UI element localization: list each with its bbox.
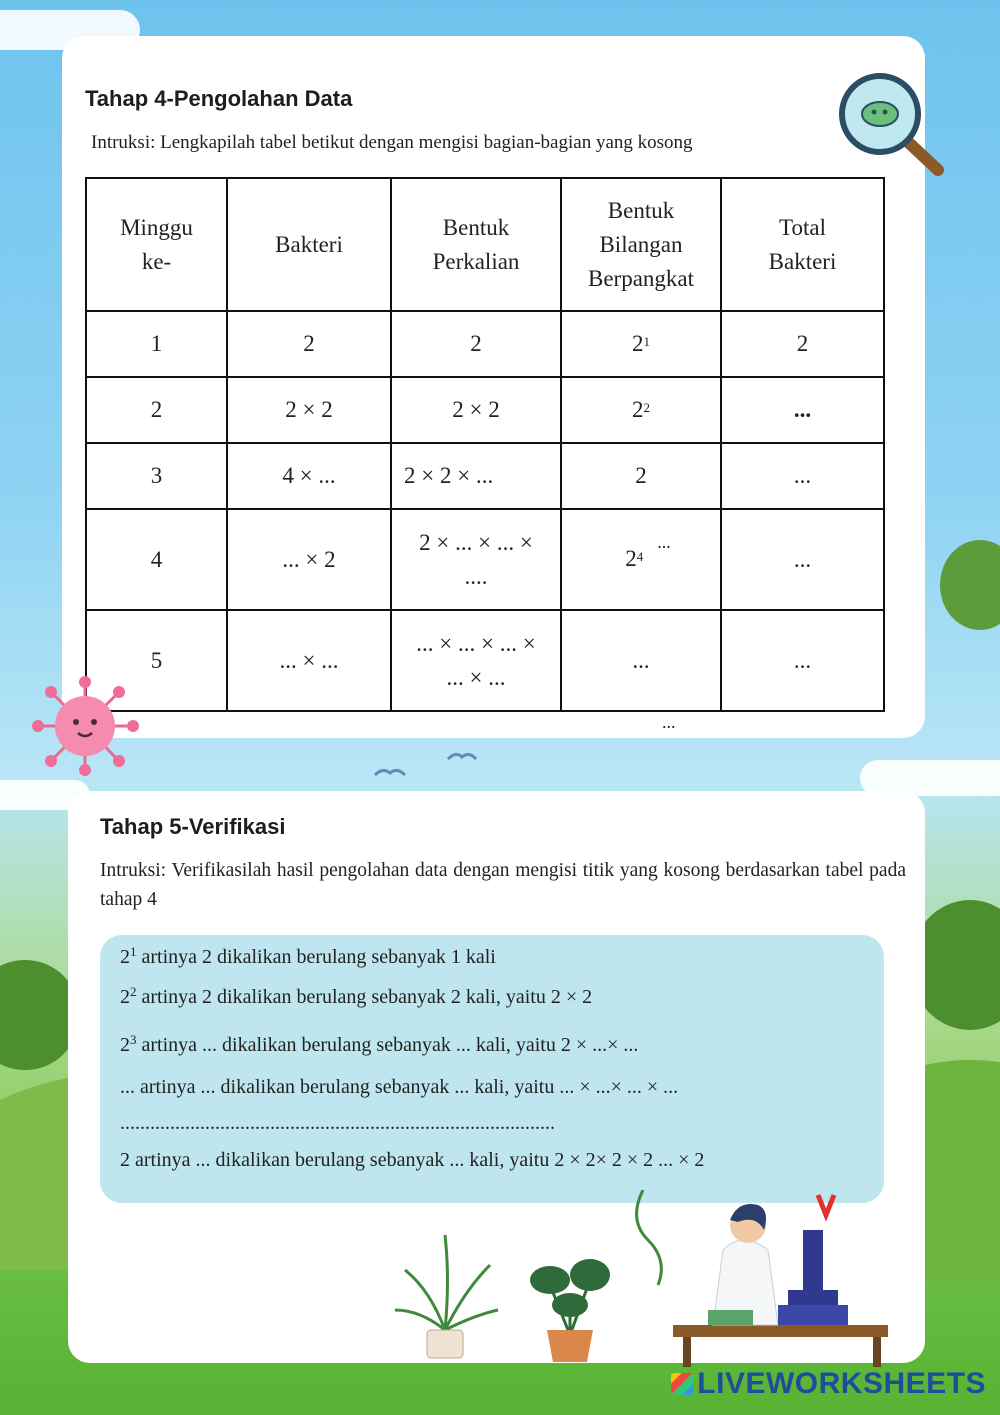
magnifier-bacteria-icon [838,72,948,182]
data-table [85,177,885,712]
power-base: ... [632,647,650,673]
line-text: ....................................................................................... [120,1112,555,1134]
cell-multiplication: 2 × 2 × ... [391,443,561,509]
header-total: Total Bakteri [721,178,884,311]
cell-power [561,443,721,509]
header-bacteria: Bakteri [227,178,391,311]
verification-line [120,1034,638,1057]
power-exponent: 4 [636,549,644,564]
header-multiplication: Bentuk Perkalian [391,178,561,311]
brand-text: LIVEWORKSHEETS [697,1367,986,1400]
verification-line [120,1149,704,1172]
section5-instruction: Intruksi: Verifikasilah hasil pengolahan data dengan mengisi titik yang kosong berdasarkan tabel pada tahap 4 [100,860,906,910]
cell-week: 5 [86,610,227,711]
verification-line [120,1112,555,1135]
cell-total: ... [721,377,884,443]
cell-power [561,377,721,443]
cell-week: 3 [86,443,227,509]
cell-bacteria: ... × 2 [227,509,391,610]
section4-instruction: Intruksi: Lengkapilah tabel betikut dengan mengisi bagian-bagian yang kosong [91,132,693,153]
verification-line [120,1076,678,1099]
section4-heading: Tahap 4-Pengolahan Data [85,86,353,111]
line-text: artinya ... dikalikan berulang sebanyak ... kali, yaitu 2 × 2× 2 × 2 ... × 2 [130,1149,705,1171]
cell-multiplication: 2 × 2 [391,377,561,443]
cell-power [561,610,721,711]
power-note: ... [657,532,671,552]
cell-total: 2 [721,311,884,377]
cell-week: 4 [86,509,227,610]
line-text: artinya 2 dikalikan berulang sebanyak 2 kali, yaitu 2 × 2 [136,986,593,1008]
cell-total: ... [721,610,884,711]
power-base: 2 [625,546,637,571]
power-base: 2 [632,397,644,422]
power-exponent: 2 [643,400,650,415]
power-base: 2 [635,463,647,488]
line-base: 2 [120,946,130,968]
line-exponent: 2 [130,984,137,999]
verification-line [120,946,496,969]
cell-bacteria: ... × ... [227,610,391,711]
line-base: 2 [120,1149,130,1171]
section5-heading: Tahap 5-Verifikasi [100,814,286,839]
table-row [86,443,884,509]
line-exponent: 1 [130,944,137,959]
table-header-row [86,178,884,311]
cell-bacteria: 2 × 2 [227,377,391,443]
line-text: ... artinya ... dikalikan berulang sebanyak ... kali, yaitu ... × ...× ... × ... [120,1076,679,1098]
table-row [86,509,884,610]
liveworksheets-logo-icon [671,1373,693,1395]
tree [940,540,1000,630]
cell-bacteria: 2 [227,311,391,377]
header-week: Minggu ke- [86,178,227,311]
line-text: artinya 2 dikalikan berulang sebanyak 1 kali [136,946,496,968]
power-exponent: 1 [643,334,650,349]
cell-power [561,509,721,610]
liveworksheets-logo [671,1367,986,1401]
cell-total: ... [721,443,884,509]
table-row [86,311,884,377]
line-base: 2 [120,986,130,1008]
table-row [86,610,884,711]
cell-multiplication: ... × ... × ... × ... × ... [391,610,561,711]
cell-multiplication: 2 × ... × ... × .... [391,509,561,610]
line-text: artinya ... dikalikan berulang sebanyak ... kali, yaitu 2 × ...× ... [136,1034,639,1056]
cell-week: 2 [86,377,227,443]
line-base: 2 [120,1034,130,1056]
table-below-note: ... [662,712,676,732]
cell-total: ... [721,509,884,610]
scientist-illustration [628,1190,893,1370]
power-base: 2 [632,331,644,356]
cell-week: 1 [86,311,227,377]
cell-multiplication: 2 [391,311,561,377]
plant-illustration [390,1230,500,1365]
verification-line [120,986,592,1009]
plant-illustration [525,1250,615,1365]
virus-icon [28,676,143,776]
table-row [86,377,884,443]
header-power: Bentuk Bilangan Berpangkat [561,178,721,311]
cell-bacteria: 4 × ... [227,443,391,509]
line-exponent: 3 [130,1032,137,1047]
birds-icon [370,745,480,785]
cell-power [561,311,721,377]
